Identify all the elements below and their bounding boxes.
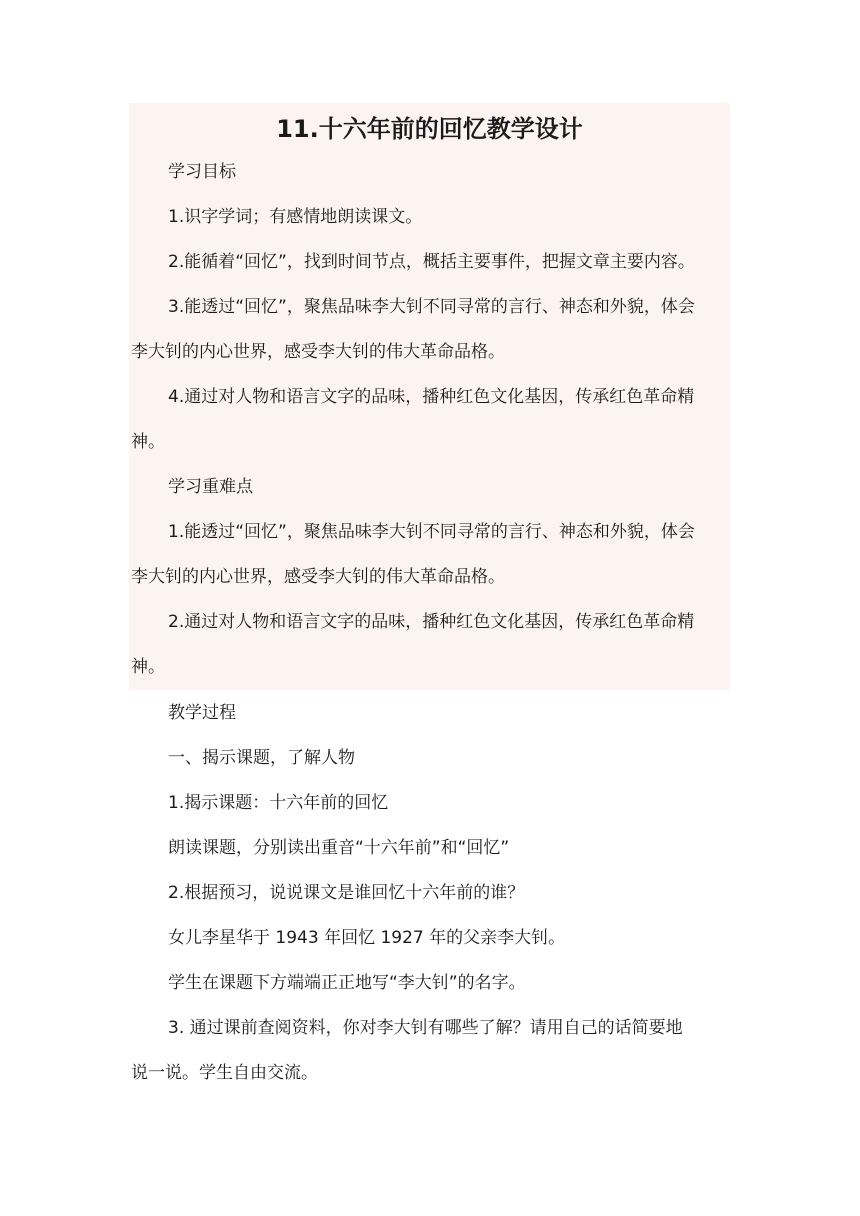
process-item-3-continued: 说一说。学生自由交流。 xyxy=(131,1063,318,1083)
process-item-1-note: 朗读课题，分别读出重音“十六年前”和“回忆” xyxy=(168,838,510,858)
goal-item-4-continued: 神。 xyxy=(131,432,165,452)
process-item-1: 1.揭示课题：十六年前的回忆 xyxy=(168,793,389,813)
key-point-1-continued: 李大钊的内心世界，感受李大钊的伟大革命品格。 xyxy=(131,567,505,587)
section-heading-learning-goals: 学习目标 xyxy=(168,162,236,182)
key-point-2: 2.通过对人物和语言文字的品味，播种红色文化基因，传承红色革命精 xyxy=(168,612,695,632)
goal-item-3-continued: 李大钊的内心世界，感受李大钊的伟大革命品格。 xyxy=(131,342,505,362)
goal-item-1: 1.识字学词；有感情地朗读课文。 xyxy=(168,207,423,227)
document-title: 11.十六年前的回忆教学设计 xyxy=(276,115,583,143)
section-heading-key-points: 学习重难点 xyxy=(168,477,253,497)
key-point-2-continued: 神。 xyxy=(131,657,165,677)
process-step-heading-1: 一、揭示课题，了解人物 xyxy=(168,748,355,768)
process-item-2-activity: 学生在课题下方端端正正地写“李大钊”的名字。 xyxy=(168,973,526,993)
goal-item-3: 3.能透过“回忆”，聚焦品味李大钊不同寻常的言行、神态和外貌，体会 xyxy=(168,297,695,317)
process-item-3: 3. 通过课前查阅资料，你对李大钊有哪些了解？请用自己的话简要地 xyxy=(168,1018,683,1038)
goal-item-4: 4.通过对人物和语言文字的品味，播种红色文化基因，传承红色革命精 xyxy=(168,387,695,407)
process-item-2-answer: 女儿李星华于 1943 年回忆 1927 年的父亲李大钊。 xyxy=(168,928,566,948)
goal-item-2: 2.能循着“回忆”，找到时间节点，概括主要事件，把握文章主要内容。 xyxy=(168,252,695,272)
key-point-1: 1.能透过“回忆”，聚焦品味李大钊不同寻常的言行、神态和外貌，体会 xyxy=(168,522,695,542)
section-heading-teaching-process: 教学过程 xyxy=(168,703,236,723)
process-item-2: 2.根据预习，说说课文是谁回忆十六年前的谁？ xyxy=(168,883,525,903)
